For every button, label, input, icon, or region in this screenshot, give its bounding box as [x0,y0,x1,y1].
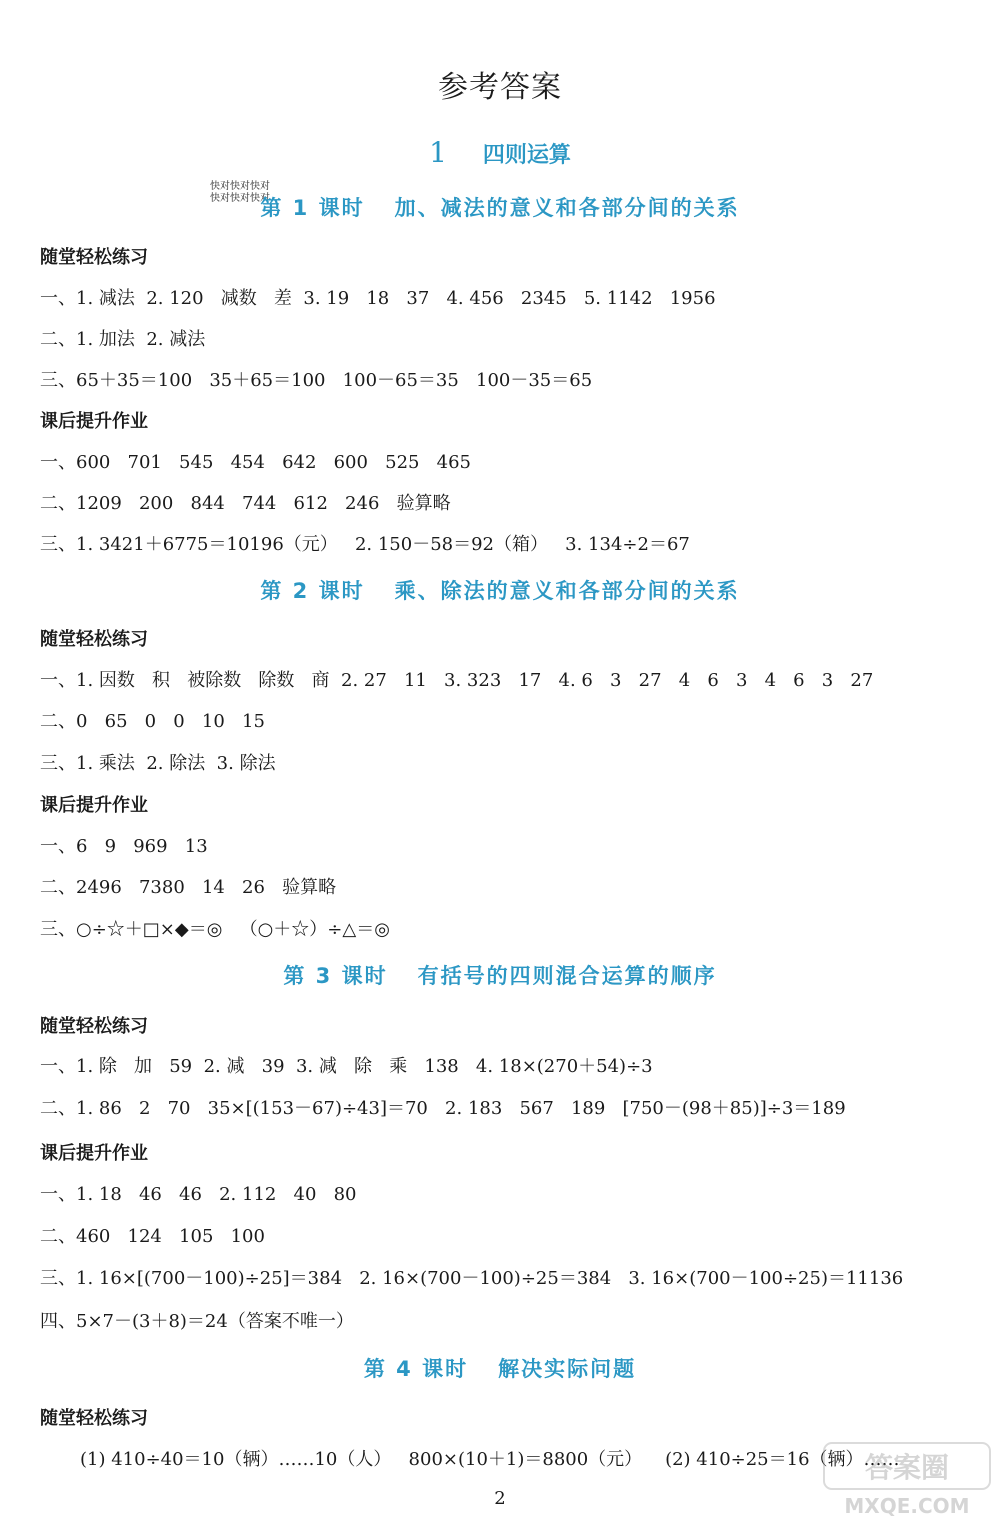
answer-line: (1) 410÷40＝10（辆）……10（人） 800×(10＋1)＝8800（元） (2) 410÷25＝16（辆）…… [80,1449,900,1470]
answer-line: 三、65＋35＝100 35＋65＝100 100－65＝35 100－35＝65 [40,370,593,391]
lesson-1-heading [0,192,1000,222]
chapter-number: 1 [429,136,447,169]
chapter-heading [0,136,1000,169]
lesson-topic: 加、减法的意义和各部分间的关系 [394,196,740,220]
answer-line: 一、1. 因数 积 被除数 除数 商 2. 27 11 3. 323 17 4. 6 3 27 4 6 3 4 6 3 27 [40,670,874,691]
answer-line: 四、5×7－(3＋8)＝24（答案不唯一） [40,1311,354,1332]
answer-line: 二、2496 7380 14 26 验算略 [40,877,337,898]
answer-line: 三、○÷☆＋□×◆＝◎ （○＋☆）÷△＝◎ [40,919,390,940]
answer-line: 二、1209 200 844 744 612 246 验算略 [40,493,451,514]
answer-line: 二、1. 86 2 70 35×[(153－67)÷43]＝70 2. 183 567 189 [750－(98＋85)]÷3＝189 [40,1098,846,1119]
section-practice: 随堂轻松练习 [40,247,148,268]
section-homework: 课后提升作业 [40,1143,148,1164]
section-practice: 随堂轻松练习 [40,629,148,650]
answer-line: 一、1. 减法 2. 120 减数 差 3. 19 18 37 4. 456 2345 5. 1142 1956 [40,288,716,309]
answer-line: 一、6 9 969 13 [40,836,208,857]
watermark-logo-icon [822,1441,992,1521]
lesson-4-heading [0,1353,1000,1383]
lesson-topic: 乘、除法的意义和各部分间的关系 [394,579,740,603]
section-homework: 课后提升作业 [40,411,148,432]
lesson-label: 第 2 课时 [260,579,365,603]
lesson-label: 第 4 课时 [363,1357,469,1381]
lesson-topic: 有括号的四则混合运算的顺序 [417,964,717,988]
lesson-3-heading [0,960,1000,990]
page-title: 参考答案 [438,70,562,105]
answer-line: 二、1. 加法 2. 减法 [40,329,206,350]
chapter-name: 四则运算 [482,143,571,168]
logo-bottom-text: MXQE.COM [844,1494,970,1518]
lesson-label: 第 1 课时 [260,196,365,220]
answer-line: 三、1. 3421＋6775＝10196（元） 2. 150－58＝92（箱） 3. 134÷2＝67 [40,534,690,555]
answer-line: 三、1. 16×[(700－100)÷25]＝384 2. 16×(700－100)÷25＝384 3. 16×(700－100÷25)＝11136 [40,1268,904,1289]
answer-line: 一、1. 18 46 46 2. 112 40 80 [40,1184,357,1205]
page-number: 2 [494,1488,506,1509]
stamp-line-2: 快对快对快对 [210,193,270,204]
section-practice: 随堂轻松练习 [40,1016,148,1037]
answer-line: 一、1. 除 加 59 2. 减 39 3. 减 除 乘 138 4. 18×(270＋54)÷3 [40,1056,653,1077]
answer-line: 二、460 124 105 100 [40,1226,265,1247]
section-homework: 课后提升作业 [40,795,148,816]
lesson-topic: 解决实际问题 [498,1357,637,1381]
section-practice: 随堂轻松练习 [40,1408,148,1429]
answer-line: 一、600 701 545 454 642 600 525 465 [40,452,472,473]
lesson-2-heading [0,575,1000,605]
lesson-label: 第 3 课时 [283,964,388,988]
answer-line: 二、0 65 0 0 10 15 [40,711,265,732]
logo-top-text: 答案圈 [864,1451,950,1484]
stamp-line-1: 快对快对快对 [210,181,270,192]
answer-line: 三、1. 乘法 2. 除法 3. 除法 [40,753,276,774]
